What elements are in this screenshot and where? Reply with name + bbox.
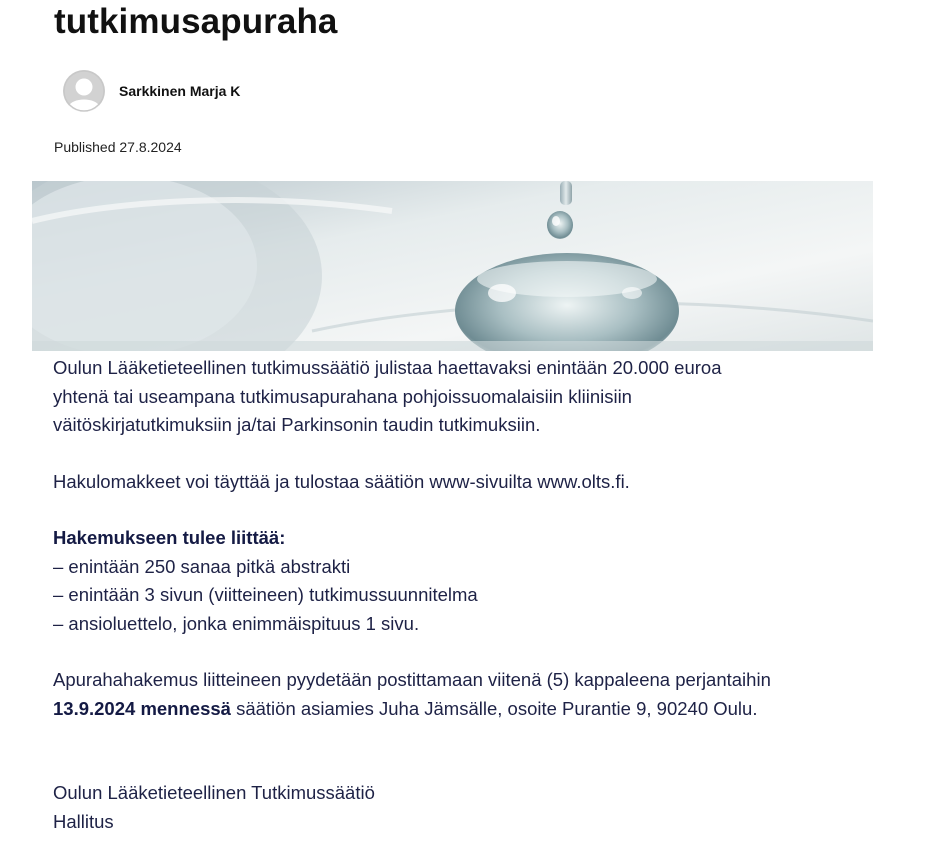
article-body [53,354,873,836]
attachment-item: – enintään 3 sivun (viitteineen) tutkimussuunnitelma [53,584,478,605]
author-block[interactable] [63,70,240,112]
attachments-heading: Hakemukseen tulee liittää: [53,527,286,548]
mailing-deadline-line [53,695,873,724]
hero-image [32,181,873,351]
deadline: 13.9.2024 mennessä [53,697,231,719]
person-icon [63,70,105,112]
mailing-instructions: Apurahahakemus liitteineen pyydetään postittamaan viitenä (5) kappaleena perjantaihin [53,669,771,690]
forms-info: Hakulomakkeet voi täyttää ja tulostaa säätiön www-sivuilta www.olts.fi. [53,470,630,492]
avatar[interactable] [63,70,105,112]
article-title: tutkimusapuraha [54,2,338,41]
attachment-item: – ansioluettelo, jonka enimmäispituus 1 sivu. [53,612,420,634]
water-droplet-image [32,181,873,351]
intro-line: yhtenä tai useampana tutkimusapurahana pohjoissuomalaisiin kliinisiin [53,385,632,407]
mailing-address: säätiön asiamies Juha Jämsälle, osoite Purantie 9, 90240 Oulu. [230,697,758,719]
intro-line: väitöskirjatutkimuksiin ja/tai Parkinsonin taudin tutkimuksiin. [53,414,541,435]
attachment-item: – enintään 250 sanaa pitkä abstrakti [53,555,351,577]
signature-organization: Oulun Lääketieteellinen Tutkimussäätiö [53,782,375,803]
intro-line: Oulun Lääketieteellinen tutkimussäätiö julistaa haettavaksi enintään 20.000 euroa [53,357,722,378]
signature-board: Hallitus [53,810,114,832]
author-name[interactable]: Sarkkinen Marja K [119,83,241,99]
published-date: Published 27.8.2024 [54,139,182,155]
